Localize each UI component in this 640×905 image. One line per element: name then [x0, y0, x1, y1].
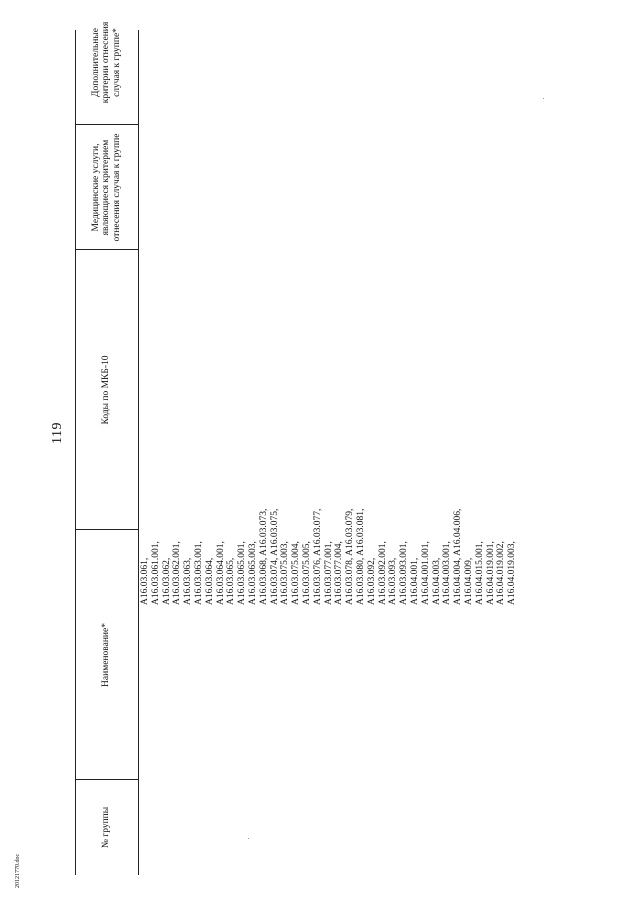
service-code-line: A16.03.064.001, — [215, 541, 226, 605]
service-code-line: A16.03.064, — [204, 557, 215, 605]
service-code-line: A16.03.075.003, — [280, 541, 291, 605]
service-code-line: A16.04.019.002, — [496, 541, 507, 605]
service-code-line: A16.03.063.001, — [193, 541, 204, 605]
service-code-line: A16.04.019.003, — [507, 541, 518, 605]
service-code-line: A16.04.003, — [431, 557, 442, 605]
header-icd-codes: Коды по МКБ-10 — [101, 355, 112, 425]
table-border-bottom — [138, 30, 139, 875]
service-code-line: A16.04.019.001, — [485, 541, 496, 605]
service-code-line: A16.03.093.001, — [399, 541, 410, 605]
service-code-line: A16.03.077.001, — [323, 541, 334, 605]
service-code-line: A16.03.075.005, — [301, 541, 312, 605]
header-name: Наименование* — [101, 623, 112, 687]
header-group-no: № группы — [101, 806, 112, 849]
service-code-line: A16.03.076, A16.03.077, — [312, 508, 323, 605]
page-number: 119 — [50, 422, 65, 444]
service-code-line: A16.03.065.003, — [247, 541, 258, 605]
service-code-line: A16.03.092.001, — [377, 541, 388, 605]
service-code-line: A16.03.065, — [226, 557, 237, 605]
service-code-line: A16.04.003.001, — [442, 541, 453, 605]
service-code-line: A16.03.078, A16.03.079, — [345, 508, 356, 605]
service-code-line: A16.03.062, — [161, 557, 172, 605]
service-code-line: A16.04.015.001, — [474, 541, 485, 605]
service-code-line: A16.03.092, — [366, 557, 377, 605]
header-services: Медицинские услуги, являющиеся критерием отнесения случая к группе — [90, 133, 122, 242]
service-code-line: A16.03.063, — [183, 557, 194, 605]
footer-filename: 20121770.doc — [15, 853, 21, 888]
service-code-line: A16.03.061.001, — [150, 541, 161, 605]
scan-speck — [543, 98, 544, 99]
service-code-line: A16.04.001.001, — [420, 541, 431, 605]
header-criteria: Дополнительные критерии отнесения случая к группе* — [90, 21, 122, 104]
service-code-list — [140, 509, 518, 605]
service-code-line: A16.04.009, — [463, 557, 474, 605]
service-code-line: A16.03.065.001, — [237, 541, 248, 605]
service-code-line: A16.03.080, A16.03.081, — [355, 508, 366, 605]
service-code-line: A16.03.074, A16.03.075, — [269, 508, 280, 605]
service-code-line: A16.03.077.004, — [334, 541, 345, 605]
table-header — [75, 21, 138, 875]
service-code-line: A16.04.001, — [409, 557, 420, 605]
service-code-line: A16.03.061, — [140, 557, 150, 605]
service-code-line: A16.03.062.001, — [172, 541, 183, 605]
service-code-line: A16.03.093, — [388, 557, 399, 605]
service-code-line: A16.03.075.004, — [291, 541, 302, 605]
scan-speck — [248, 838, 249, 839]
service-code-line: A16.04.004, A16.04.006, — [453, 508, 464, 605]
service-code-line: A16.03.068, A16.03.073, — [258, 508, 269, 605]
